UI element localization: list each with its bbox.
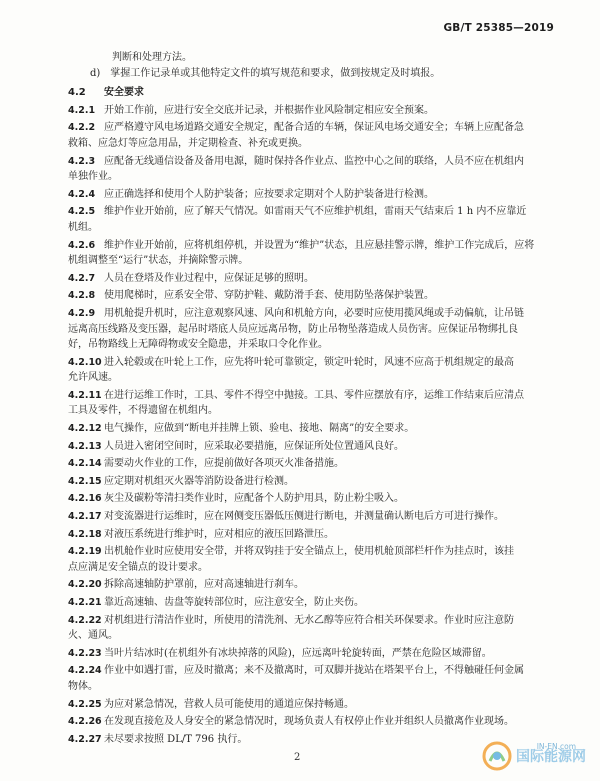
clause-text: 未尽要求按照 DL/T 796 执行。 (104, 733, 248, 745)
clause-number: 4.2.24 (68, 665, 102, 677)
clause (68, 456, 554, 472)
intro-line: 判断和处理方法。 (112, 52, 192, 63)
clause-first-line (68, 714, 554, 730)
clause-text: 作业中如遇打雷，应及时撤离；来不及撤离时，可双脚并拢站在塔架平台上，不得触碰任何金属 (104, 665, 524, 677)
clause-first-line (68, 439, 554, 455)
clause-first-line (68, 421, 554, 437)
clause-text: 人员进入密闭空间时，应采取必要措施，应保证所处位置通风良好。 (104, 440, 404, 452)
clause-first-line (68, 697, 554, 713)
clause-text: 灰尘及碳粉等清扫类作业时，应配备个人防护用具，防止粉尘吸入。 (104, 493, 404, 505)
clause (68, 388, 554, 419)
clause (68, 714, 554, 730)
section-heading (68, 85, 554, 101)
clause-number: 4.2.8 (68, 290, 96, 302)
clause (68, 697, 554, 713)
clause (68, 577, 554, 593)
standard-number: GB/T 25385—2019 (443, 22, 554, 34)
clause-first-line (68, 288, 554, 304)
clause-first-line (68, 204, 554, 220)
clause (68, 355, 554, 386)
clause-first-line (68, 474, 554, 490)
clause-text: 维护作业开始前，应将机组停机，并设置为“维护”状态，且应悬挂警示牌，维护工作完成后，应将 (104, 239, 535, 251)
clause-text: 开始工作前，应进行安全交底并记录，并根据作业风险制定相应安全预案。 (104, 104, 434, 116)
intro-line: d) 掌握工作记录单或其他特定文件的填写规范和要求，做到按规定及时填报。 (90, 67, 441, 79)
clause-text: 应严格遵守风电场道路交通安全规定，配备合适的车辆，保证风电场交通安全；车辆上应配备急 (104, 122, 524, 134)
clause (68, 187, 554, 203)
section-title: 安全要求 (104, 87, 144, 99)
clause-text: 对机组进行清洁作业时，所使用的清洗剂、无水乙醇等应符合相关环保要求。作业时应注意防 (104, 614, 514, 626)
clause-number: 4.2.14 (68, 458, 102, 470)
energy-logo-icon (482, 741, 512, 771)
clause (68, 595, 554, 611)
clause-number: 4.2.4 (68, 188, 96, 200)
clause-number: 4.2.12 (68, 423, 102, 435)
clause-number: 4.2.17 (68, 511, 102, 523)
clause (68, 439, 554, 455)
watermark-logo (482, 741, 586, 771)
page-number: 2 (294, 752, 301, 763)
clause-text: 对液压系统进行维护时，应对相应的液压回路泄压。 (104, 528, 334, 540)
clause-first-line (68, 154, 554, 170)
clause-number: 4.2.1 (68, 104, 96, 116)
watermark-domain: IN-EN.com (536, 742, 576, 751)
clause (68, 527, 554, 543)
clause-text: 需要动火作业的工作，应提前做好各项灭火准备措施。 (104, 458, 344, 470)
clause-first-line (68, 527, 554, 543)
clause (68, 306, 554, 353)
clause-text: 维护作业开始前，应了解天气情况。如雷雨天气不应维护机组，雷雨天气结束后 1 h 内不应靠近 (104, 206, 527, 218)
clause-continuation: 工具及零件，不得遗留在机组内。 (68, 405, 218, 417)
clause-continuation: 机组调整至“运行”状态，并摘除警示牌。 (68, 255, 249, 267)
clause (68, 613, 554, 644)
clause-number: 4.2.25 (68, 698, 102, 710)
clause-continuation: 好，吊物路线上无障碍物或安全隐患，并采取口令化作业。 (68, 339, 328, 351)
clause-text: 在进行运维工作时，工具、零件不得空中抛接。工具、零件应摆放有序，运维工作结束后应清点 (104, 389, 524, 401)
clause-number: 4.2.9 (68, 307, 96, 319)
clause-number: 4.2.21 (68, 597, 102, 608)
clause-text: 在发现直接危及人身安全的紧急情况时，现场负责人有权停止作业并组织人员撤离作业现场。 (104, 716, 514, 728)
clause-number: 4.2.16 (68, 493, 102, 505)
clause-first-line (68, 595, 554, 611)
clause-number: 4.2.3 (68, 155, 96, 167)
clause (68, 421, 554, 437)
clause-number: 4.2.27 (68, 733, 102, 745)
clause-first-line (68, 577, 554, 593)
section-number: 4.2 (68, 87, 86, 99)
clause-first-line (68, 663, 554, 679)
clause (68, 544, 554, 575)
clause-first-line (68, 306, 554, 322)
clause-number: 4.2.26 (68, 716, 102, 728)
clause-continuation: 单独作业。 (68, 171, 118, 183)
clause-number: 4.2.13 (68, 440, 102, 452)
clause-text: 进入轮毂或在叶轮上工作，应先将叶轮可靠锁定，锁定叶轮时，风速不应高于机组规定的最高 (104, 356, 514, 368)
clause-first-line (68, 388, 554, 404)
clause-first-line (68, 491, 554, 507)
clause-list (68, 103, 554, 748)
clause-text: 应配备无线通信设备及备用电源，随时保持各作业点、监控中心之间的联络，人员不应在机组内 (104, 155, 524, 167)
clause-number: 4.2.18 (68, 528, 102, 540)
clause-continuation: 允许风速。 (68, 372, 118, 384)
clause (68, 646, 554, 662)
clause-number: 4.2.11 (68, 389, 102, 401)
watermark-text: 国际能源网 (516, 749, 586, 765)
clause-first-line (68, 271, 554, 287)
clause-text: 当叶片结冰时(在机组外有冰块掉落的风险)，应远离叶轮旋转面，严禁在危险区域滞留。 (104, 647, 492, 659)
clause-first-line (68, 238, 554, 254)
clause (68, 474, 554, 490)
clause-first-line (68, 509, 554, 525)
clause-number: 4.2.5 (68, 206, 96, 218)
clause-number: 4.2.10 (68, 356, 102, 368)
clause-text: 应定期对机组灭火器等消防设备进行检测。 (104, 475, 294, 487)
clause-number: 4.2.22 (68, 614, 102, 626)
clause-first-line (68, 187, 554, 203)
clause (68, 204, 554, 235)
clause (68, 663, 554, 694)
clause-number: 4.2.20 (68, 579, 102, 591)
clause-number: 4.2.2 (68, 122, 96, 134)
clause (68, 271, 554, 287)
clause (68, 288, 554, 304)
clause-continuation: 机组。 (68, 221, 98, 233)
clause-continuation: 点应满足安全锚点的设计要求。 (68, 561, 208, 573)
clause (68, 120, 554, 151)
clause-number: 4.2.23 (68, 647, 102, 659)
clause-text: 应正确选择和使用个人防护装备；应按要求定期对个人防护装备进行检测。 (104, 188, 434, 200)
clause-continuation: 救箱、应急灯等应急用品，并定期检查、补充或更换。 (68, 137, 308, 149)
clause-continuation: 远离高压线路及变压器，起吊时塔底人员应远离吊物，防止吊物坠落造成人员伤害。应保证吊物绑扎良 (68, 323, 518, 335)
clause-text: 电气操作，应做到“断电并挂牌上锁、验电、接地、隔离”的安全要求。 (104, 423, 415, 435)
clause-first-line (68, 613, 554, 629)
clause-text: 使用爬梯时，应系安全带、穿防护鞋、戴防滑手套、使用防坠落保护装置。 (104, 290, 434, 302)
clause-first-line (68, 120, 554, 136)
clause (68, 238, 554, 269)
clause (68, 103, 554, 119)
clause-text: 用机舱提升机时，应注意观察风速、风向和机舱方向，必要时应使用揽风绳或手动偏航，让吊链 (104, 307, 524, 319)
clause (68, 509, 554, 525)
clause-number: 4.2.19 (68, 546, 102, 558)
clause-first-line (68, 355, 554, 371)
clause-text: 对变流器进行运维时，应在网侧变压器低压侧进行断电，并测量确认断电后方可进行操作。 (104, 511, 504, 523)
clause-first-line (68, 544, 554, 560)
clause-number: 4.2.15 (68, 475, 102, 487)
clause (68, 154, 554, 185)
clause-text: 靠近高速轴、齿盘等旋转部位时，应注意安全，防止夹伤。 (104, 597, 364, 608)
clause-number: 4.2.7 (68, 272, 96, 284)
clause-number: 4.2.6 (68, 239, 96, 251)
clause-text: 出机舱作业时应使用安全带，并将双钩挂于安全锚点上，使用机舱顶部栏杆作为挂点时，该挂 (104, 546, 514, 558)
clause-text: 人员在登塔及作业过程中，应保证足够的照明。 (104, 272, 314, 284)
clause (68, 491, 554, 507)
document-body (68, 50, 554, 747)
clause-text: 为应对紧急情况，营救人员可能使用的通道应保持畅通。 (104, 698, 354, 710)
clause-first-line (68, 456, 554, 472)
clause-first-line (68, 646, 554, 662)
clause-continuation: 火、通风。 (68, 630, 118, 642)
clause-text: 拆除高速轴防护罩前，应对高速轴进行刹车。 (104, 579, 304, 591)
clause-continuation: 物体。 (68, 680, 98, 692)
clause-first-line (68, 103, 554, 119)
